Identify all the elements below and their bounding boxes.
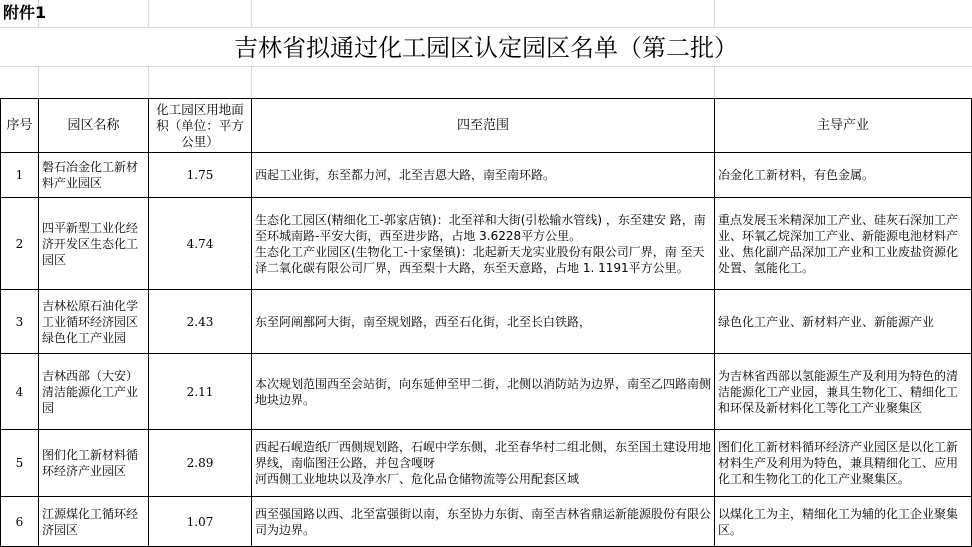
gridline [714, 66, 715, 98]
row-park-name: 吉林松原石油化学工业循环经济园区绿色化工产业园 [39, 290, 149, 354]
row-industry: 冶金化工新材料，有色金属。 [715, 153, 972, 198]
header-area: 化工园区用地面积（单位：平方公里） [149, 99, 252, 153]
row-seq: 3 [1, 290, 39, 354]
table-row [1, 198, 972, 290]
table-row [1, 153, 972, 198]
row-seq: 1 [1, 153, 39, 198]
row-scope: 东至阿阐鄯阿大街，南至规划路，西至石化街，北至长白铁路， [252, 290, 715, 354]
row-scope: 本次规划范围西至会站街，向东延伸至甲二街，北侧以消防站为边界，南至乙四路南侧地块边界。 [252, 354, 715, 430]
row-area: 2.11 [149, 354, 252, 430]
row-scope: 西起工业街，东至都力河，北至吉恩大路，南至南环路。 [252, 153, 715, 198]
row-scope: 西起石岘造纸厂西侧规划路，石岘中学东侧，北至春华村二组北侧，东至国土建设用地界线，南临图汪公路，并包含嘎呀 河西侧工业地块以及净水厂、危化品仓储物流等公用配套区域 [252, 430, 715, 497]
row-industry: 为吉林省西部以氢能源生产及利用为特色的清洁能源化工产业园，兼具生物化工、精细化工和环保及新材料化工等化工产业聚集区 [715, 354, 972, 430]
row-park-name: 四平新型工业化经济开发区生态化工园区 [39, 198, 149, 290]
table-row [1, 354, 972, 430]
table-header-row [1, 99, 972, 153]
attachment-label: 附件1 [3, 3, 47, 22]
row-scope: 生态化工园区(精细化工-郭家店镇)：北至祥和大街(引松输水管线) ，东至建安 路，南至环城南路-平安大街，西至进步路，占地 3.6228平方公里。 生态化工产业园区(生物化工-十家堡镇)：北起新天龙实业股份有限公司厂界，南 至天泽二氧化碳有限公司厂界，西至梨十大路，东至天意路，占地 1. 1191平方公里。 [252, 198, 715, 290]
row-area: 1.75 [149, 153, 252, 198]
gridline [251, 0, 252, 27]
row-seq: 2 [1, 198, 39, 290]
row-industry: 图们化工新材料循环经济产业园区是以化工新材料生产及利用为特色，兼具精细化工、应用化工和生物化工的化工产业聚集区。 [715, 430, 972, 497]
row-park-name: 吉林西部（大安）清洁能源化工产业园 [39, 354, 149, 430]
header-name: 园区名称 [39, 99, 149, 153]
row-park-name: 江源煤化工循环经济园区 [39, 497, 149, 547]
row-area: 4.74 [149, 198, 252, 290]
gridline [0, 66, 972, 67]
header-seq: 序号 [1, 99, 39, 153]
header-scope: 四至范围 [252, 99, 715, 153]
gridline [38, 66, 39, 98]
gridline [0, 27, 972, 28]
row-industry: 绿色化工产业、新材料产业、新能源产业 [715, 290, 972, 354]
table-row [1, 430, 972, 497]
header-industry: 主导产业 [715, 99, 972, 153]
row-seq: 4 [1, 354, 39, 430]
row-park-name: 图们化工新材料循环经济产业园区 [39, 430, 149, 497]
table-row [1, 290, 972, 354]
row-scope: 西至强国路以西、北至富强街以南，东至协力东街、南至吉林省鼎运新能源股份有限公司为边界。 [252, 497, 715, 547]
row-area: 1.07 [149, 497, 252, 547]
row-area: 2.89 [149, 430, 252, 497]
gridline [251, 66, 252, 98]
row-industry: 重点发展玉米精深加工产业、硅灰石深加工产业、环氧乙烷深加工产业、新能源电池材料产业、焦化副产品深加工产业和工业废盐资源化处置、氢能化工。 [715, 198, 972, 290]
gridline [148, 66, 149, 98]
table-row [1, 497, 972, 547]
row-industry: 以煤化工为主，精细化工为辅的化工企业聚集区。 [715, 497, 972, 547]
park-list-table [0, 98, 972, 547]
row-seq: 6 [1, 497, 39, 547]
row-area: 2.43 [149, 290, 252, 354]
document-title: 吉林省拟通过化工园区认定园区名单（第二批） [234, 34, 738, 62]
row-seq: 5 [1, 430, 39, 497]
gridline [714, 0, 715, 27]
gridline [148, 0, 149, 27]
row-park-name: 磐石冶金化工新材料产业园区 [39, 153, 149, 198]
